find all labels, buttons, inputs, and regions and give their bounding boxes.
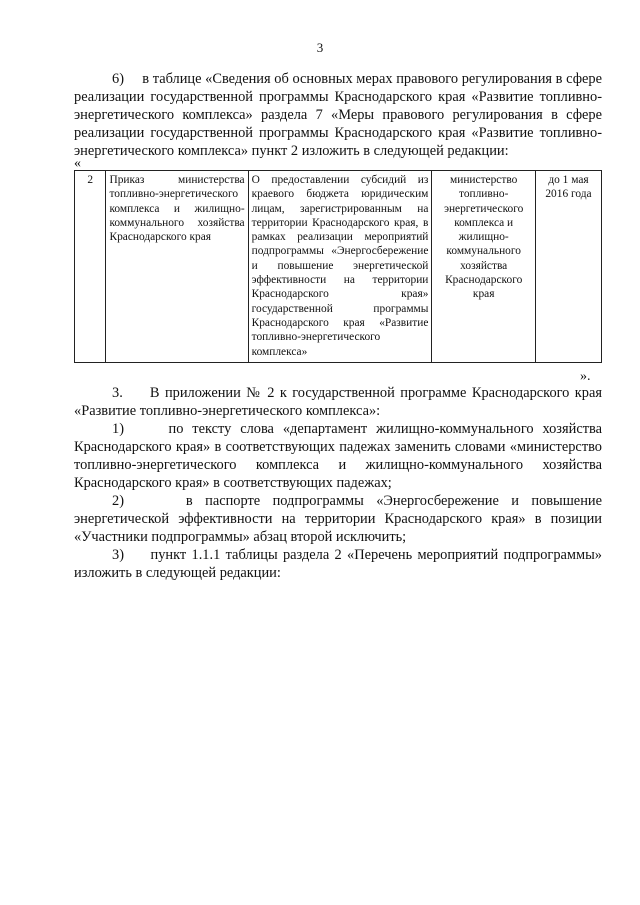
page-number: 3 <box>316 40 324 55</box>
paragraph-item-3-2: 2) в паспорте подпрограммы «Энергосбережение и повышение энергетической эффективности на территории Краснодарского края» в позиции «Участники подпрограммы» абзац второй исключить; <box>74 493 602 545</box>
row-number-cell: 2 <box>75 171 106 363</box>
paragraph-item-3-3: 3) пункт 1.1.1 таблицы раздела 2 «Перечень мероприятий подпрограммы» изложить в следующей редакции: <box>74 547 602 581</box>
deadline-cell: до 1 мая 2016 года <box>535 171 601 363</box>
document-content-cell: О предоставлении субсидий из краевого бюджета юридическим лицам, зарегистрированным на территории Краснодарского края, в рамках реализации мероприятий подпрограммы «Энергосбережение и повышение энергетической эффективности на территории Краснодарского края» государственной программы Краснодарского края «Развитие топливно-энергетического комплекса» <box>248 171 432 363</box>
legal-measures-table <box>74 170 602 363</box>
table-row <box>75 171 602 363</box>
responsible-executor-cell: министерство топливно-энергетического комплекса и жилищно-коммунального хозяйства Краснодарского края <box>432 171 536 363</box>
paragraph-item-3-1: 1) по тексту слова «департамент жилищно-коммунального хозяйства Краснодарского края» в соответствующих падежах заменить словами «министерство топливно-энергетического комплекса и жилищно-коммунального хозяйства Краснодарского края» в соответствующих падежах; <box>74 421 602 491</box>
paragraph-item-6: 6) в таблице «Сведения об основных мерах правового регулирования в сфере реализации государственной программы Краснодарского края «Развитие топливно-энергетического комплекса» раздела 7 «Меры правового регулирования в сфере реализации государственной программы Краснодарского края «Развитие топливно-энергетического комплекса» пункт 2 изложить в следующей редакции: <box>74 71 602 159</box>
closing-quote: ». <box>580 369 591 384</box>
paragraph-item-3: 3. В приложении № 2 к государственной программе Краснодарского края «Развитие топливно-энергетического комплекса»: <box>74 385 602 419</box>
document-type-cell: Приказ министерства топливно-энергетического комплекса и жилищно-коммунального хозяйства Краснодарского края <box>106 171 248 363</box>
opening-quote: « <box>74 156 81 171</box>
